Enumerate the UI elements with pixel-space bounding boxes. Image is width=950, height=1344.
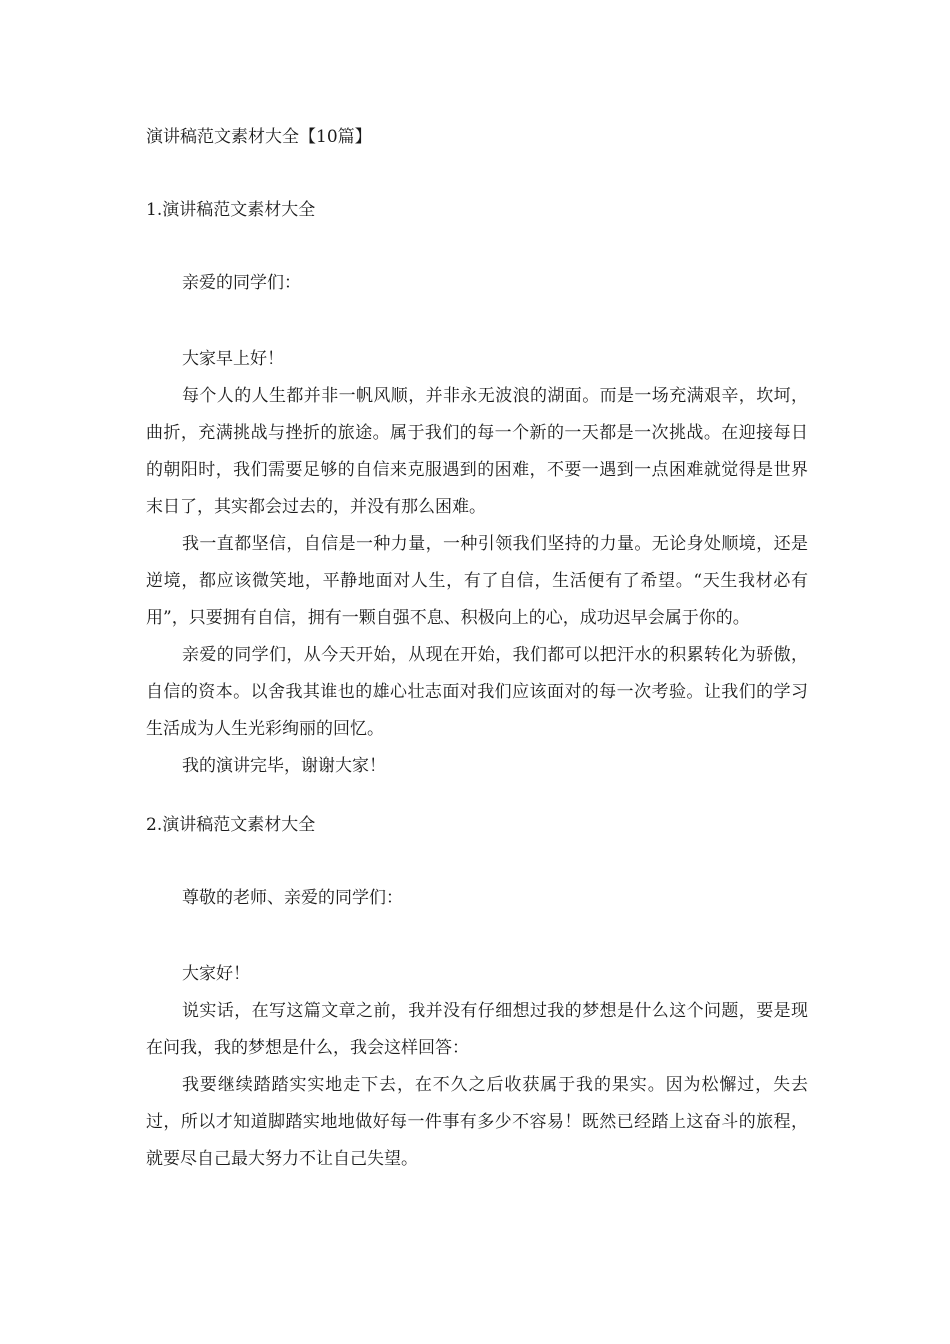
paragraph: 我一直都坚信，自信是一种力量，一种引领我们坚持的力量。无论身处顺境，还是逆境，都应该微笑地，平静地面对人生，有了自信，生活便有了希望。“天生我材必有用”，只要拥有自信，拥有一颗自强不息、积极向上的心，成功迟早会属于你的。 xyxy=(146,534,808,628)
section-spacer xyxy=(146,785,808,810)
paragraph: 大家好！ xyxy=(182,964,250,984)
paragraph: 说实话，在写这篇文章之前，我并没有仔细想过我的梦想是什么这个问题，要是现在问我，我的梦想是什么，我会这样回答： xyxy=(146,1001,808,1058)
document-title: 演讲稿范文素材大全【10篇】 xyxy=(146,127,372,147)
document-body xyxy=(146,122,808,1178)
section-heading: 2.演讲稿范文素材大全 xyxy=(146,815,316,835)
paragraph: 亲爱的同学们，从今天开始，从现在开始，我们都可以把汗水的积累转化为骄傲，自信的资本。以舍我其谁也的雄心壮志面对我们应该面对的每一次考验。让我们的学习生活成为人生光彩绚丽的回忆。 xyxy=(146,645,808,739)
section-heading: 1.演讲稿范文素材大全 xyxy=(146,200,316,220)
salutation: 尊敬的老师、亲爱的同学们： xyxy=(182,888,403,908)
paragraph: 每个人的人生都并非一帆风顺，并非永无波浪的湖面。而是一场充满艰辛，坎坷，曲折，充满挑战与挫折的旅途。属于我们的每一个新的一天都是一次挑战。在迎接每日的朝阳时，我们需要足够的自信来克服遇到的困难，不要一遇到一点困难就觉得是世界末日了，其实都会过去的，并没有那么困难。 xyxy=(146,386,808,517)
salutation: 亲爱的同学们： xyxy=(182,273,301,293)
paragraph: 大家早上好！ xyxy=(182,349,284,369)
section-2 xyxy=(146,810,808,1178)
section-1 xyxy=(146,195,808,785)
paragraph: 我要继续踏踏实实地走下去，在不久之后收获属于我的果实。因为松懈过，失去过，所以才知道脚踏实地地做好每一件事有多少不容易！既然已经踏上这奋斗的旅程，就要尽自己最大努力不让自己失望。 xyxy=(146,1075,808,1169)
paragraph: 我的演讲完毕，谢谢大家！ xyxy=(182,756,386,776)
